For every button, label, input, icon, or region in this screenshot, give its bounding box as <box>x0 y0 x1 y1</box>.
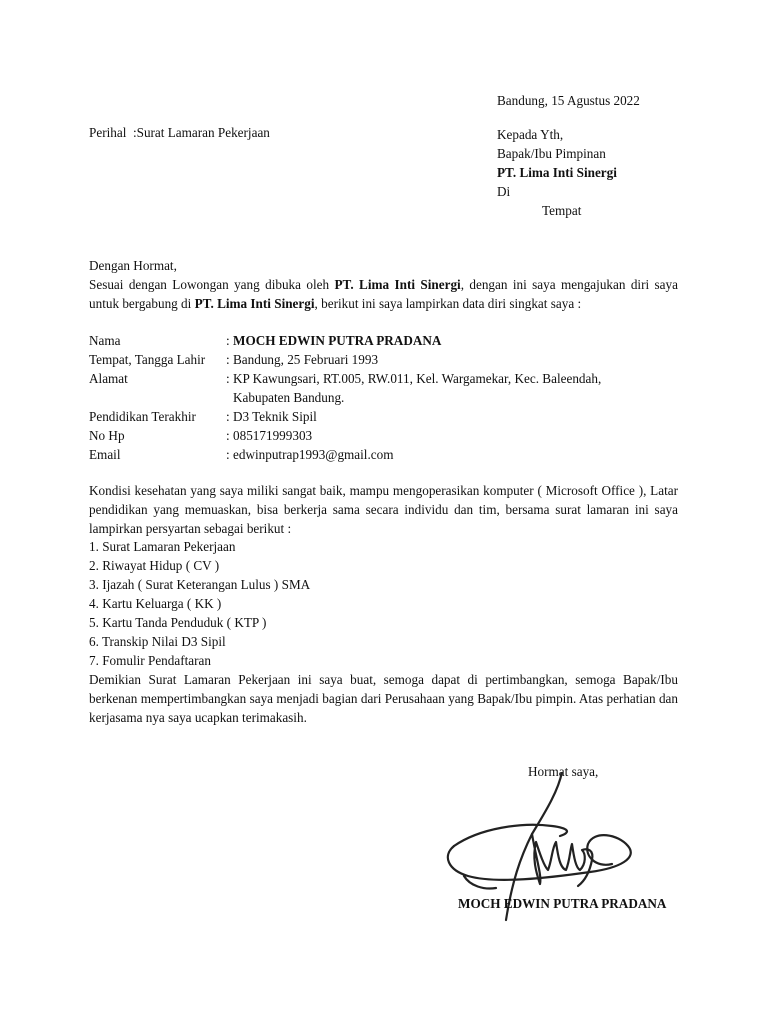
list-item: 1. Surat Lamaran Pekerjaan <box>89 539 236 554</box>
recipient-block <box>497 125 617 220</box>
address-separator: : <box>226 371 230 386</box>
signatory-name: MOCH EDWIN PUTRA PRADANA <box>458 896 667 911</box>
address-line-2: Kabupaten Bandung. <box>233 390 345 405</box>
list-item: 7. Fomulir Pendaftaran <box>89 653 211 668</box>
birth-value: Bandung, 25 Februari 1993 <box>233 352 379 367</box>
intro-text-3: , berikut ini saya lampirkan data diri singkat saya : <box>314 296 582 311</box>
recipient-salutation: Kepada Yth, <box>497 127 564 142</box>
intro-text-2: , dengan ini saya mengajukan diri saya untuk bergabung di <box>89 277 678 311</box>
name-label: Nama <box>89 333 121 348</box>
recipient-company: PT. Lima Inti Sinergi <box>497 165 617 180</box>
email-separator: : <box>226 447 230 462</box>
email-value: edwinputrap1993@gmail.com <box>233 447 394 462</box>
closing-paragraph: Demikian Surat Lamaran Pekerjaan ini saya buat, semoga dapat di pertimbangkan, semoga Bapak/Ibu berkenan mempertimbangkan saya menjadi bagian dari Perusahaan yang Bapak/Ibu pimpin. Atas perhatian dan kerjasama nya saya ucapkan terimakasih. <box>89 672 678 725</box>
attachment-list <box>89 537 310 670</box>
list-item: 5. Kartu Tanda Penduduk ( KTP ) <box>89 615 267 630</box>
subject-text: :Surat Lamaran Pekerjaan <box>132 125 270 140</box>
recipient-title: Bapak/Ibu Pimpinan <box>497 146 606 161</box>
salutation: Hormat saya, <box>528 764 599 779</box>
address-label: Alamat <box>89 371 128 386</box>
list-item: 3. Ijazah ( Surat Keterangan Lulus ) SMA <box>89 577 311 592</box>
list-item: 4. Kartu Keluarga ( KK ) <box>89 596 222 611</box>
body-paragraph: Kondisi kesehatan yang saya miliki sangat baik, mampu mengoperasikan komputer ( Microsoft Office ), Latar pendidikan yang memuaskan, bisa berkerja sama secara individu dan tim, bersama surat lamaran ini saya lampirkan persyartan sebagai berikut : <box>89 483 678 536</box>
greeting: Dengan Hormat, <box>89 258 177 273</box>
phone-separator: : <box>226 428 230 443</box>
subject-line <box>89 125 270 141</box>
address-line-1: KP Kawungsari, RT.005, RW.011, Kel. Wargamekar, Kec. Baleendah, <box>233 371 602 386</box>
birth-label: Tempat, Tangga Lahir <box>89 352 206 367</box>
phone-value: 085171999303 <box>233 428 313 443</box>
subject-label: Perihal <box>89 125 127 140</box>
education-label: Pendidikan Terakhir <box>89 409 196 424</box>
intro-company-2: PT. Lima Inti Sinergi <box>194 296 315 311</box>
email-label: Email <box>89 447 121 462</box>
name-separator: : <box>226 333 230 348</box>
intro-paragraph <box>89 275 678 313</box>
recipient-di: Di <box>497 184 511 199</box>
list-item: 6. Transkip Nilai D3 Sipil <box>89 634 226 649</box>
recipient-place: Tempat <box>542 203 582 218</box>
intro-text-1: Sesuai dengan Lowongan yang dibuka oleh <box>89 277 335 292</box>
letter-date: Bandung, 15 Agustus 2022 <box>497 93 640 108</box>
education-value: D3 Teknik Sipil <box>233 409 317 424</box>
intro-company-1: PT. Lima Inti Sinergi <box>334 277 461 292</box>
name-value: MOCH EDWIN PUTRA PRADANA <box>233 333 442 348</box>
phone-label: No Hp <box>89 428 125 443</box>
list-item: 2. Riwayat Hidup ( CV ) <box>89 558 220 573</box>
education-separator: : <box>226 409 230 424</box>
birth-separator: : <box>226 352 230 367</box>
